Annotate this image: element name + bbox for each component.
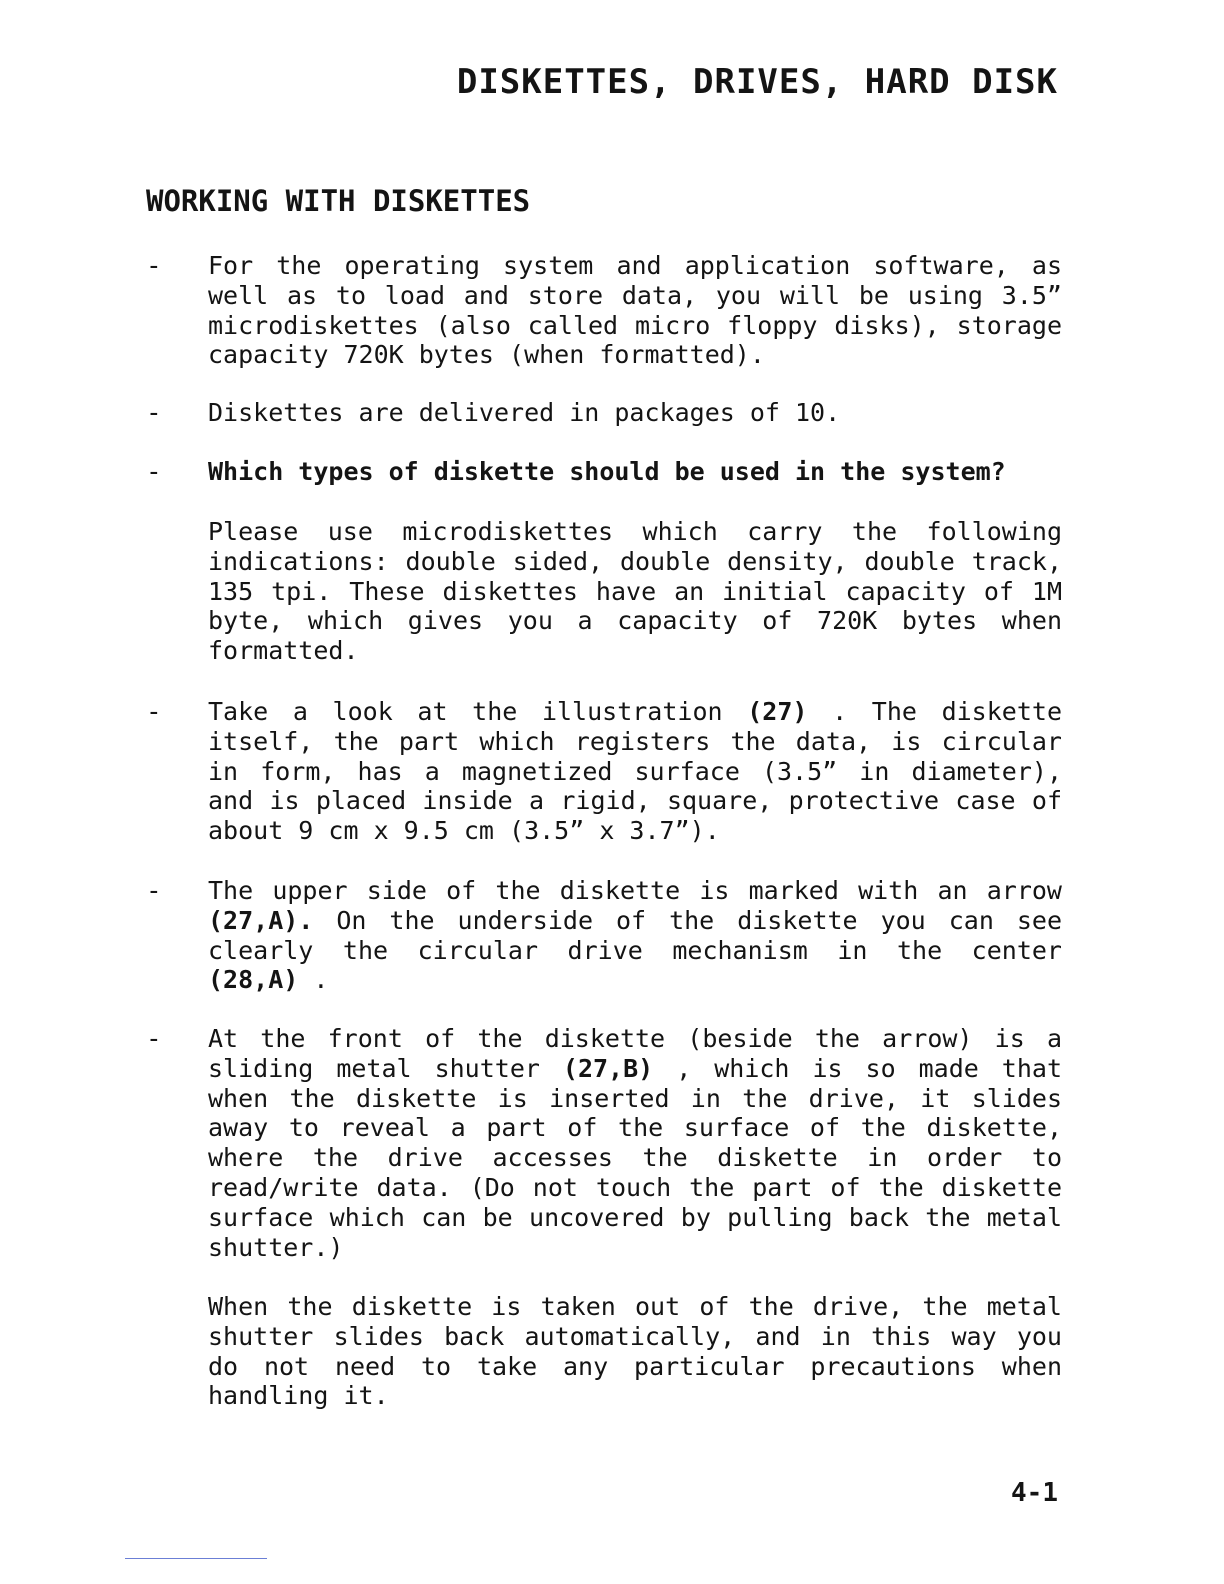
section-heading: WORKING WITH DISKETTES: [146, 184, 531, 218]
bullet-paragraph-metal-shutter: [208, 1024, 1062, 1262]
bullet-dash: -: [146, 697, 162, 727]
text-run: On the underside of the diskette you can see clearly the circular drive mechanism in the center: [208, 905, 1062, 965]
text-run: Take a look at the illustration: [208, 697, 748, 726]
bullet-paragraph-packages: Diskettes are delivered in packages of 10.: [208, 398, 841, 427]
bullet-dash: -: [146, 1024, 162, 1054]
page-header-title: DISKETTES, DRIVES, HARD DISK: [456, 62, 1058, 102]
footer-divider: [125, 1558, 267, 1559]
text-run: At the front of the diskette (beside the arrow) is a sliding metal shutter: [208, 1024, 1062, 1083]
text-run: .: [298, 965, 329, 995]
figure-reference: (27): [747, 697, 808, 726]
figure-reference: (28,A): [208, 965, 299, 995]
bullet-paragraph-illustration: [208, 697, 1062, 846]
bullet-dash: -: [146, 457, 162, 487]
text-run: The upper side of the diskette is marked with an arrow: [208, 876, 1062, 905]
bullet-paragraph-arrow-mark: [208, 876, 1062, 995]
bullet-paragraph-software-diskettes: For the operating system and application software, as well as to load and store data, you will be using 3.5” microdiskettes (also called micro floppy disks), storage capacity 720K bytes (when formatted).: [208, 251, 1062, 370]
bullet-dash: -: [146, 876, 162, 906]
figure-reference: (27,A).: [208, 905, 314, 935]
paragraph-shutter-slides-back: When the diskette is taken out of the drive, the metal shutter slides back automatically, and in this way you do not need to take any particular precautions when handling it.: [208, 1292, 1062, 1411]
paragraph-diskette-indications: Please use microdiskettes which carry the following indications: double sided, double density, double track, 135 tpi. These diskettes have an initial capacity of 1M byte, which gives you a capacity of 720K bytes when formatted.: [208, 517, 1062, 666]
figure-reference: (27,B): [562, 1053, 654, 1083]
bullet-dash: -: [146, 398, 162, 428]
text-run: . The diskette itself, the part which registers the data, is circular in form, has a magnetized surface (3.5” in diameter), and is placed inside a rigid, square, protective case of about 9 cm x 9.5 cm (3.5” x 3.7”).: [208, 697, 1062, 846]
bullet-dash: -: [146, 251, 162, 281]
text-run: , which is so made that when the diskette is inserted in the drive, it slides away to reveal a part of the surface of the diskette, where the drive accesses the diskette in order to read/write data. (Do not touch the part of the diskette surface which can be uncovered by pulling back the metal shutter.): [208, 1053, 1062, 1262]
bullet-question-diskette-types: Which types of diskette should be used in the system?: [208, 457, 1006, 486]
page-number: 4-1: [1011, 1478, 1058, 1508]
